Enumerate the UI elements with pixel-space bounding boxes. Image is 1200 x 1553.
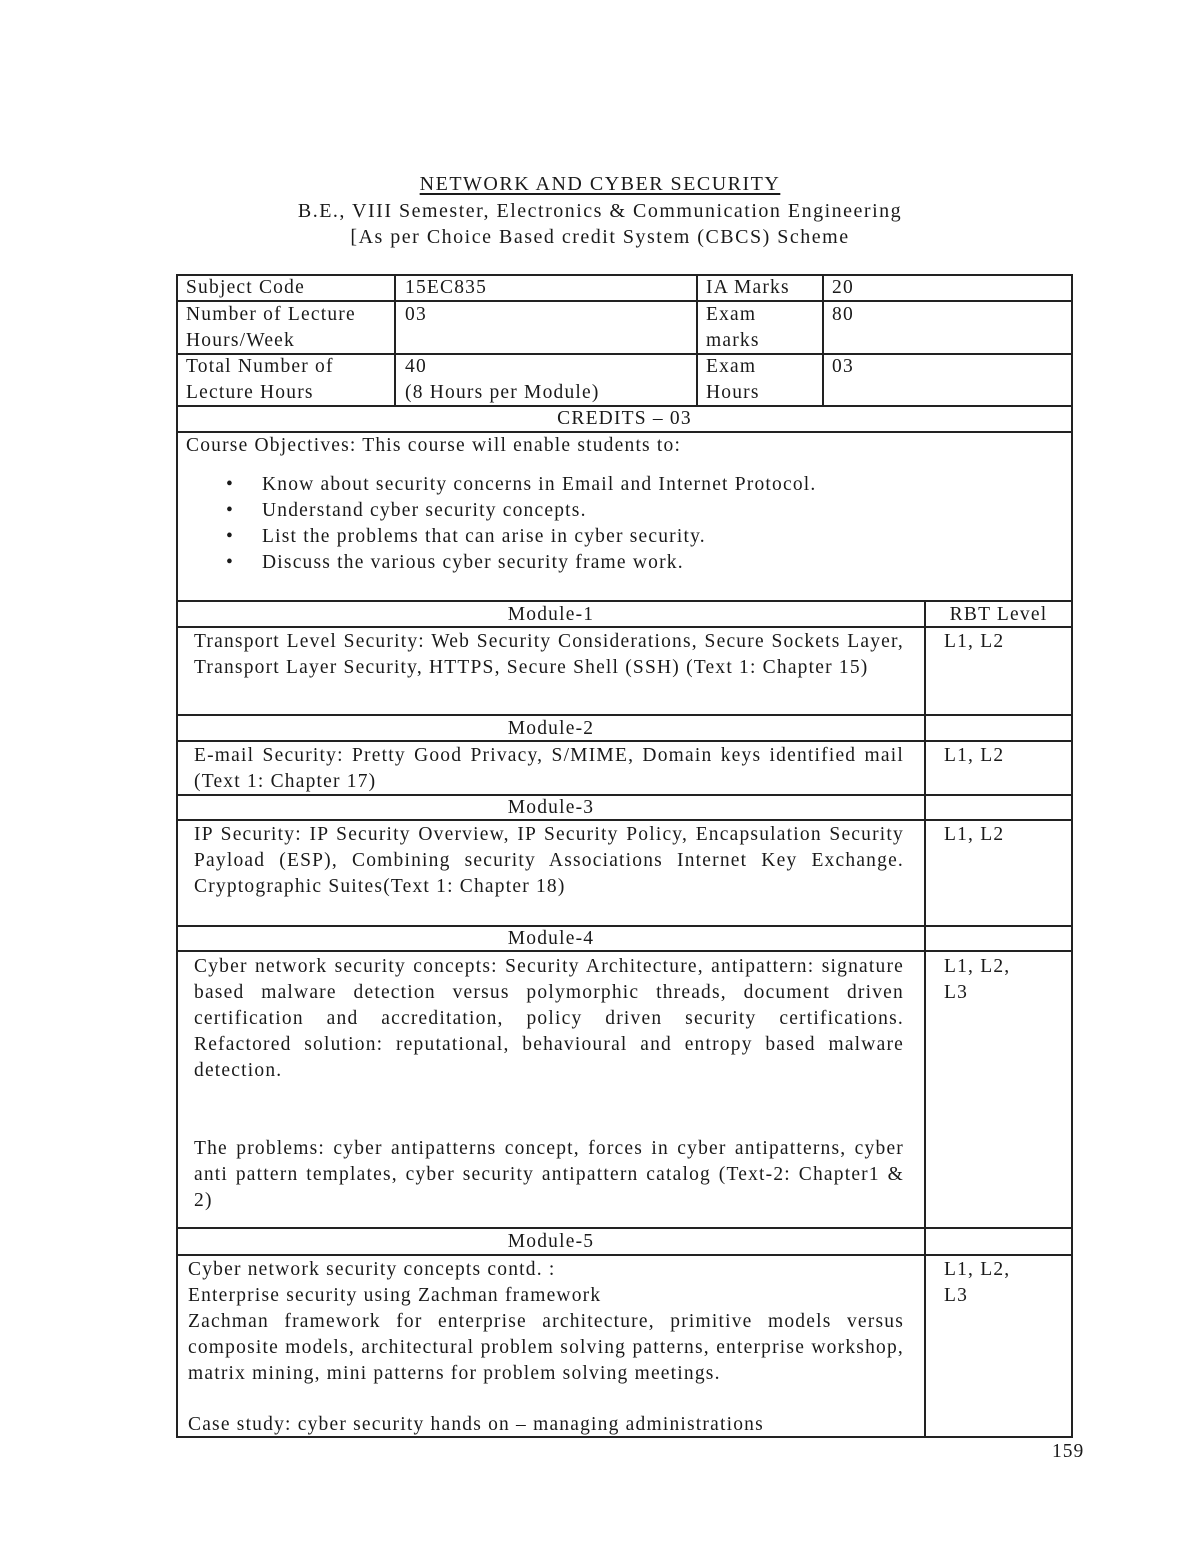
ia-marks-label: IA Marks [706,277,790,298]
bullet-icon: • [226,552,235,573]
exam-hours-value: 03 [832,356,854,377]
module-5-title: Module-5 [507,1231,595,1252]
total-hours-value: 40 [405,356,427,377]
subject-code-value: 15EC835 [405,277,488,298]
module-1-rbt: L1, L2 [944,631,1005,652]
module-4-rbt-line2: L3 [944,982,969,1003]
exam-marks-label-line2: marks [706,330,760,351]
subject-code-label: Subject Code [186,277,305,298]
module-3-content: IP Security: IP Security Overview, IP Security Policy, Encapsulation Security Payload (ESP), Combining security Associations Internet Key Exchange. Cryptographic Suites(Text 1: Chapter 18) [194,824,904,897]
document-title: NETWORK AND CYBER SECURITY [419,173,781,195]
module-2-content: E-mail Security: Pretty Good Privacy, S/MIME, Domain keys identified mail (Text 1: Chapter 17) [194,745,904,792]
module-4-rbt-line1: L1, L2, [944,956,1011,977]
module-4-content-p2: The problems: cyber antipatterns concept, forces in cyber antipatterns, cyber anti pattern templates, cyber security antipattern catalog (Text-2: Chapter1 & 2) [194,1138,904,1211]
exam-hours-label-line2: Hours [706,382,760,403]
objective-item: • List the problems that can arise in cyber security. [186,524,1046,550]
objectives-list [186,472,1046,576]
rbt-level-header: RBT Level [949,604,1048,625]
total-hours-label-line1: Total Number of [186,356,334,377]
bullet-icon: • [226,474,235,495]
bullet-icon: • [226,500,235,521]
module-5-content-p1: Zachman framework for enterprise architecture, primitive models versus composite models, architectural problem solving patterns, enterprise workshop, matrix mining, mini patterns for problem solving meetings. [188,1311,904,1384]
module-4-content-p1: Cyber network security concepts: Security Architecture, antipattern: signature based malware detection versus polymorphic threads, document driven certification and accreditation, policy driven security certifications. Refactored solution: reputational, behavioural and entropy based malware detection. [194,956,904,1081]
lecture-hours-label-line1: Number of Lecture [186,304,356,325]
module-2-title: Module-2 [507,718,595,739]
document-subtitle-program: B.E., VIII Semester, Electronics & Communication Engineering [297,200,903,222]
lecture-hours-label-line2: Hours/Week [186,330,295,351]
exam-hours-label-line1: Exam [706,356,757,377]
objectives-intro: Course Objectives: This course will enable students to: [186,435,682,456]
module-2-rbt: L1, L2 [944,745,1005,766]
credits-row: CREDITS – 03 [557,408,692,429]
module-5-content-p2: Case study: cyber security hands on – managing administrations [188,1414,764,1435]
exam-marks-label-line1: Exam [706,304,757,325]
module-1-content: Transport Level Security: Web Security Considerations, Secure Sockets Layer, Transport Layer Security, HTTPS, Secure Shell (SSH) (Text 1: Chapter 15) [194,631,904,678]
objective-item: • Know about security concerns in Email and Internet Protocol. [186,472,1046,498]
total-hours-note: (8 Hours per Module) [405,382,600,403]
module-5-rbt-line1: L1, L2, [944,1259,1011,1280]
objective-item: • Understand cyber security concepts. [186,498,1046,524]
module-5-line1: Cyber network security concepts contd. : [188,1259,556,1280]
module-5-line2: Enterprise security using Zachman framework [188,1285,602,1306]
lecture-hours-value: 03 [405,304,427,325]
module-1-title: Module-1 [507,604,595,625]
total-hours-label-line2: Lecture Hours [186,382,314,403]
bullet-icon: • [226,526,235,547]
document-subtitle-scheme: [As per Choice Based credit System (CBCS) Scheme [350,226,850,248]
exam-marks-value: 80 [832,304,854,325]
ia-marks-value: 20 [832,277,854,298]
module-4-title: Module-4 [507,928,595,949]
objective-item: • Discuss the various cyber security frame work. [186,550,1046,576]
module-3-rbt: L1, L2 [944,824,1005,845]
page-number: 159 [1052,1441,1085,1462]
module-3-title: Module-3 [507,797,595,818]
module-5-rbt-line2: L3 [944,1285,969,1306]
